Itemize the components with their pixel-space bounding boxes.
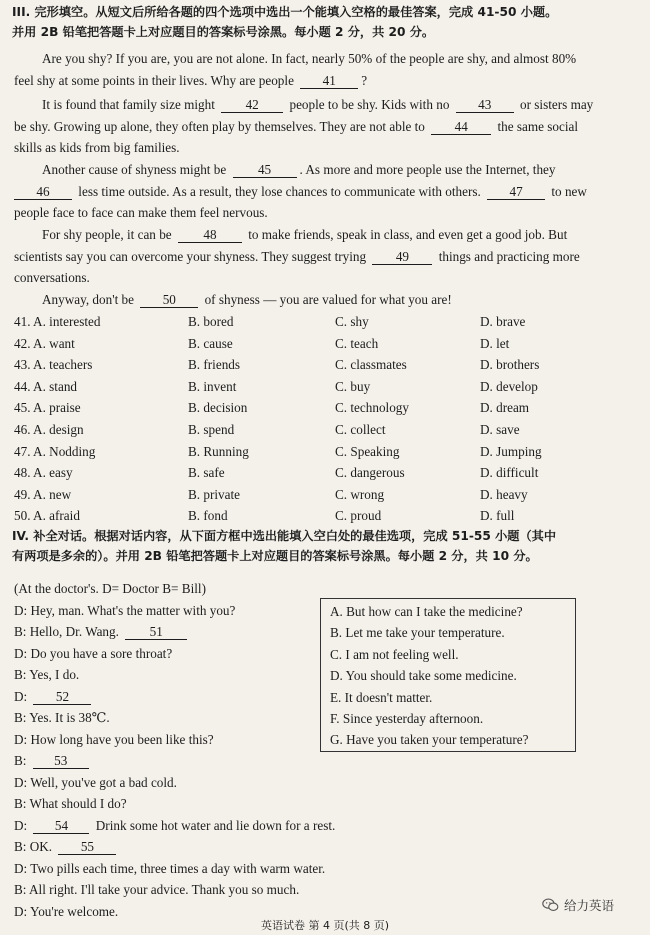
option-row-46: 46. A. design B. spend C. collect D. save	[14, 421, 520, 437]
passage-paragraph-3: Another cause of shyness might be 45 . As more and more people use the Internet, they 46 less time outside. As a result, they lose chances to communicate with others. 47 to new people face to face can make them feel nervous.	[14, 162, 587, 220]
blank-54: 54	[33, 819, 89, 834]
option-row-43: 43. A. teachers B. friends C. classmates D. brothers	[14, 357, 540, 373]
section3-title: III. 完形填空。从短文后所给各题的四个选项中选出一个能填入空格的最佳答案，完成 41-50 小题。 并用 2B 铅笔把答题卡上对应题目的答案标号涂黑。每小题 2 分，共 20 分。	[12, 5, 558, 39]
dialogue-line: B: Yes, I do.	[14, 667, 80, 682]
dialogue-line: D: 52	[14, 686, 344, 708]
passage-paragraph-4: For shy people, it can be 48 to make friends, speak in class, and even get a good job. But scientists say you can overcome your shyness. They suggest trying 49 things and practicing more conversations.	[14, 227, 580, 285]
blank-52: 52	[33, 690, 91, 705]
watermark: 给力英语	[542, 896, 614, 914]
dialogue-line: B: OK. 55	[14, 836, 344, 858]
dialogue-line: B: Yes. It is 38℃.	[14, 710, 110, 725]
blank-44: 44	[431, 120, 491, 135]
blank-46: 46	[14, 185, 72, 200]
dialogue-line: D: 54 Drink some hot water and lie down for a rest.	[14, 817, 336, 833]
blank-53: 53	[33, 754, 89, 769]
dialogue-line: D: Do you have a sore throat?	[14, 645, 173, 661]
option-row-47: 47. A. Nodding B. Running C. Speaking D. Jumping	[14, 443, 542, 459]
blank-55: 55	[58, 840, 116, 855]
option-row-44: 44. A. stand B. invent C. buy D. develop	[14, 378, 538, 394]
blank-41: 41	[300, 74, 358, 89]
dialogue-line: B: 53	[14, 750, 344, 772]
answer-options-box: A. But how can I take the medicine? B. Let me take your temperature. C. I am not feeling well. D. You should take some medicine. E. It doesn't matter. F. Since yesterday afternoon. G. Have you taken your temperature?	[320, 598, 576, 752]
option-row-41: 41. A. interested B. bored C. shy D. brave	[14, 314, 526, 329]
option-row-48: 48. A. easy B. safe C. dangerous D. difficult	[14, 465, 539, 481]
dialogue-line: D: You're welcome.	[14, 903, 119, 919]
blank-45: 45	[233, 163, 297, 178]
blank-42: 42	[221, 98, 283, 113]
option-row-49: 49. A. new B. private C. wrong D. heavy	[14, 486, 528, 502]
option-row-45: 45. A. praise B. decision C. technology D. dream	[14, 400, 530, 416]
blank-43: 43	[456, 98, 514, 113]
blank-49: 49	[372, 250, 432, 265]
dialogue-line: B: All right. I'll take your advice. Thank you so much.	[14, 882, 300, 897]
dialogue-line: D: How long have you been like this?	[14, 731, 214, 747]
dialogue-line: B: Hello, Dr. Wang. 51	[14, 621, 344, 643]
passage-paragraph-2: It is found that family size might 42 people to be shy. Kids with no 43 or sisters may be shy. Growing up alone, they often play by themselves. They are not able to 44 the same social skills as kids from big families.	[14, 97, 594, 155]
blank-47: 47	[487, 185, 545, 200]
cloze-options	[14, 311, 644, 527]
dialogue	[14, 578, 344, 922]
passage-paragraph-5: Anyway, don't be 50 of shyness — you are valued for what you are!	[42, 292, 452, 307]
dialogue-setting: (At the doctor's. D= Doctor B= Bill)	[14, 581, 206, 596]
blank-50: 50	[140, 293, 198, 308]
dialogue-line: D: Hey, man. What's the matter with you?	[14, 602, 236, 618]
dialogue-line: D: Two pills each time, three times a day with warm water.	[14, 860, 326, 876]
blank-51: 51	[125, 625, 187, 640]
section4-title: IV. 补全对话。根据对话内容，从下面方框中选出能填入空白处的最佳选项，完成 51-55 小题（其中 有两项是多余的）。并用 2B 铅笔把答题卡上对应题目的答案标号涂黑。每小题 2 分，共 10 分。	[12, 529, 557, 563]
dialogue-line: D: Well, you've got a bad cold.	[14, 774, 177, 790]
dialogue-line: B: What should I do?	[14, 796, 127, 811]
passage-paragraph-1: Are you shy? If you are, you are not alone. In fact, nearly 50% of the people are shy, and almost 80% feel shy at some points in their lives. Why are people 41 ?	[14, 51, 577, 88]
wechat-icon	[542, 898, 559, 912]
page-footer: 英语试卷 第 4 页(共 8 页)	[260, 919, 390, 932]
option-row-42: 42. A. want B. cause C. teach D. let	[14, 335, 510, 351]
blank-48: 48	[178, 228, 242, 243]
option-row-50: 50. A. afraid B. fond C. proud D. full	[14, 508, 515, 524]
